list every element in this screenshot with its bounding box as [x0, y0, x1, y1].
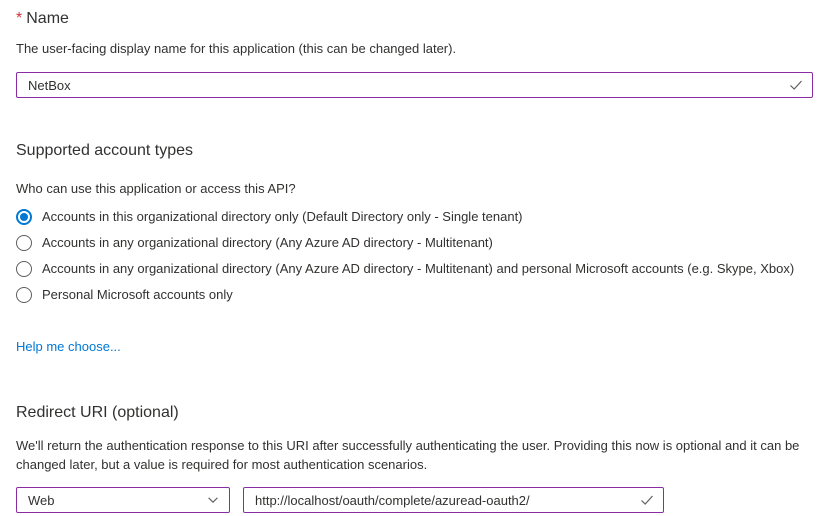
radio-option-label: Accounts in any organizational directory (Any Azure AD directory - Multitenant) [42, 235, 493, 250]
radio-unselected-icon[interactable] [16, 261, 32, 277]
account-types-radio-group [16, 209, 813, 303]
radio-selected-icon[interactable] [16, 209, 32, 225]
name-section-title [16, 10, 813, 28]
redirect-uri-description: We'll return the authentication response to this URI after successfully authenticating the user. Providing this now is optional and it can be changed later, but a value is required for most authentication scenarios. [16, 438, 800, 472]
redirect-uri-input[interactable] [244, 488, 663, 512]
platform-select[interactable] [16, 487, 230, 513]
name-description: The user-facing display name for this application (this can be changed later). [16, 41, 457, 56]
radio-option-multitenant-personal[interactable] [16, 261, 813, 277]
radio-option-label: Accounts in any organizational directory (Any Azure AD directory - Multitenant) and personal Microsoft accounts (e.g. Skype, Xbox) [42, 261, 795, 276]
redirect-uri-row [16, 487, 813, 513]
account-types-question: Who can use this application or access this API? [16, 181, 296, 196]
name-input-container [16, 72, 813, 98]
name-label: Name [26, 10, 69, 27]
radio-unselected-icon[interactable] [16, 235, 32, 251]
redirect-uri-title: Redirect URI (optional) [16, 404, 179, 421]
radio-option-label: Accounts in this organizational directory only (Default Directory only - Single tenant) [42, 209, 523, 224]
radio-option-multitenant[interactable] [16, 235, 813, 251]
platform-selected-value: Web [28, 492, 55, 508]
radio-option-personal-only[interactable] [16, 287, 813, 303]
radio-option-label: Personal Microsoft accounts only [42, 287, 233, 302]
name-input[interactable] [17, 73, 812, 97]
redirect-uri-input-container [243, 487, 664, 513]
chevron-down-icon [206, 493, 220, 507]
radio-option-single-tenant[interactable] [16, 209, 813, 225]
required-asterisk: * [16, 10, 23, 27]
radio-unselected-icon[interactable] [16, 287, 32, 303]
help-me-choose-link[interactable]: Help me choose... [16, 339, 121, 354]
account-types-title: Supported account types [16, 142, 194, 159]
